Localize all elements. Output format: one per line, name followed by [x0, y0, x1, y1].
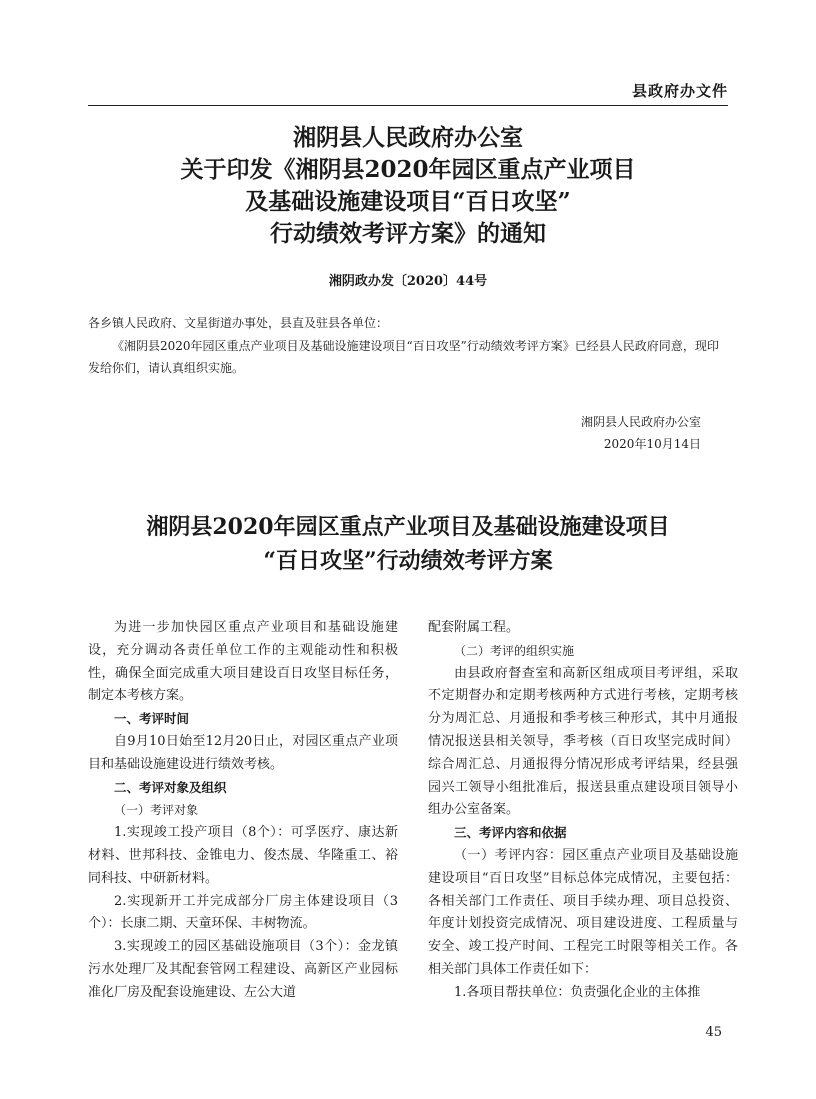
paragraph: 2.实现新开工并完成部分厂房主体建设项目（3个）：长康二期、天童环保、丰树物流。: [88, 893, 398, 932]
header-rule: [88, 105, 728, 106]
left-column: [88, 617, 398, 1005]
notice-title: [88, 122, 728, 250]
paragraph: 1.实现竣工投产项目（8个）：可孚医疗、康达新材料、世邦科技、金锥电力、俊杰晟、华隆重工、裕同科技、中研新材料。: [88, 825, 398, 886]
page-number: 45: [705, 1025, 722, 1040]
paragraph: （一）考评内容：园区重点产业项目及基础设施建设项目“百日攻坚”目标总体完成情况，主要包括：各相关部门工作责任、项目手续办理、项目总投资、年度计划投资完成情况、项目建设进度、工程质量与安全、竣工投产时间、工程完工时限等相关工作。各相关部门具体工作责任如下：: [428, 847, 738, 977]
notice-title-line: 行动绩效考评方案》的通知: [270, 220, 546, 247]
notice-title-line: 湘阴县人民政府办公室: [293, 124, 523, 151]
paragraph: 为进一步加快园区重点产业项目和基础设施建设，充分调动各责任单位工作的主观能动性和积极性，确保全面完成重大项目建设百日攻坚目标任务，制定本考核方案。: [88, 620, 398, 704]
paragraph: 3.实现竣工的园区基础设施项目（3个）：金龙镇污水处理厂及其配套管网工程建设、高新区产业园标准化厂房及配套设施建设、左公大道: [88, 939, 398, 1000]
paragraph: 自9月10日始至12月20日止，对园区重点产业项目和基础设施建设进行绩效考核。: [88, 733, 398, 772]
plan-title: [88, 510, 728, 578]
paragraph-continuation: 配套附属工程。: [428, 620, 520, 635]
signature-organization: 湘阴县人民政府办公室: [580, 415, 701, 429]
right-column: [428, 617, 738, 1005]
header-label: 县政府办文件: [631, 82, 728, 100]
addressee: 各乡镇人民政府、文星街道办事处，县直及驻县各单位：: [88, 316, 389, 330]
section-heading: 二、考评对象及组织: [114, 779, 227, 795]
notice-title-line: 及基础设施建设项目“百日攻坚”: [245, 188, 571, 215]
plan-title-line: “百日攻坚”行动绩效考评方案: [263, 548, 553, 574]
paragraph: 1.各项目帮扶单位：负责强化企业的主体推: [454, 984, 701, 1000]
subsection-heading: （一）考评对象: [114, 803, 199, 818]
notice-title-line: 关于印发《湘阴县2020年园区重点产业项目: [180, 156, 636, 183]
plan-title-line: 湘阴县2020年园区重点产业项目及基础设施建设项目: [146, 514, 670, 540]
notice-body: 《湘阴县2020年园区重点产业项目及基础设施建设项目“百日攻坚”行动绩效考评方案》已经县人民政府同意，现印发给你们，请认真组织实施。: [88, 339, 719, 375]
document-number: 湘阴政办发〔2020〕44号: [328, 274, 488, 289]
paragraph: 由县政府督查室和高新区组成项目考评组，采取不定期督办和定期考核两种方式进行考核，定期考核分为周汇总、月通报和季考核三种形式，其中月通报情况报送县相关领导，季考核（百日攻坚完成时间）综合周汇总、月通报得分情况形成考评结果，经县强园兴工领导小组批准后，报送县重点建设项目领导小组办公室备案。: [428, 665, 738, 818]
subsection-heading: （二）考评的组织实施: [454, 643, 575, 658]
section-heading: 一、考评时间: [114, 711, 190, 727]
signature-date: 2020年10月14日: [603, 437, 701, 451]
section-heading: 三、考评内容和依据: [454, 825, 567, 841]
